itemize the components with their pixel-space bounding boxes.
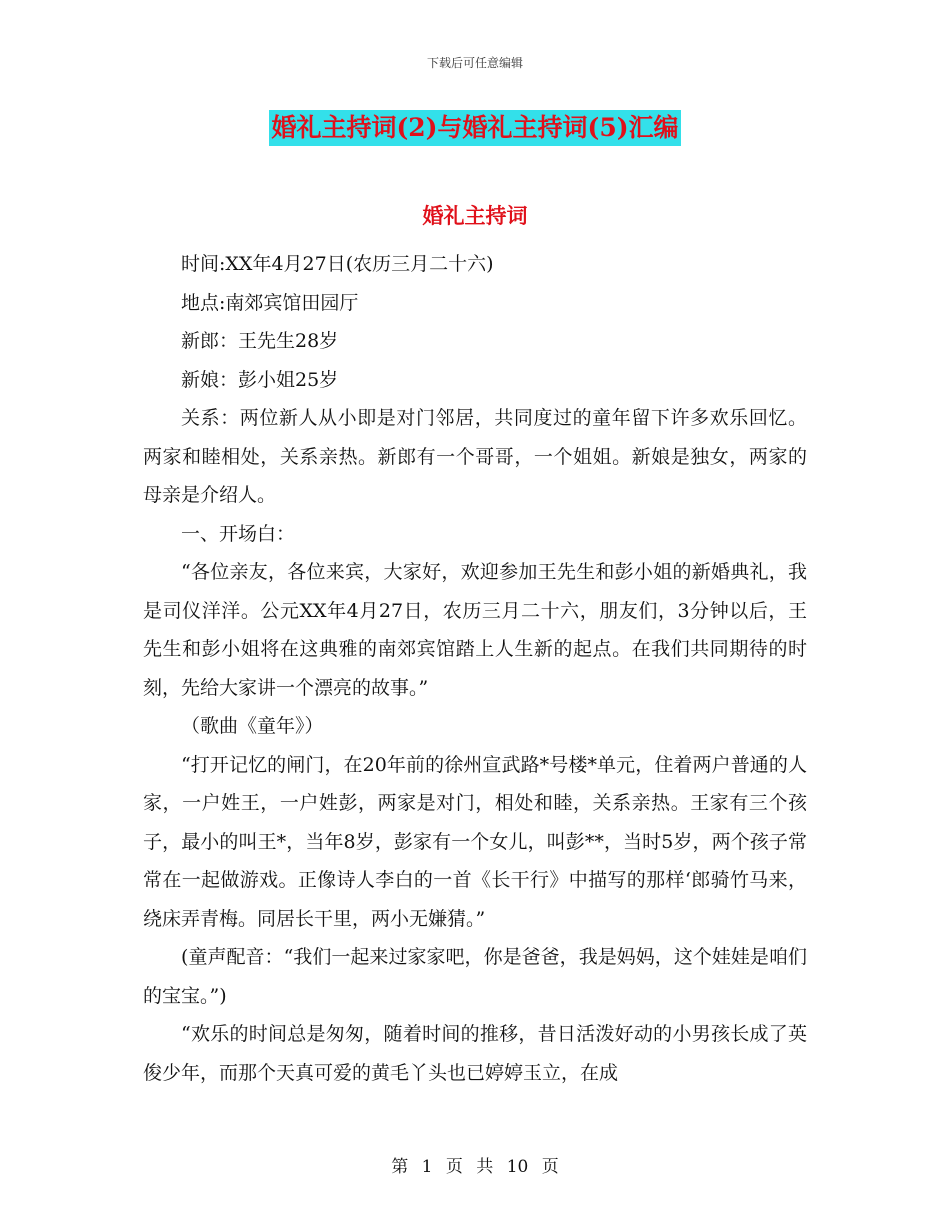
- main-title: 婚礼主持词(2)与婚礼主持词(5)汇编: [269, 110, 680, 146]
- main-title-container: [0, 110, 950, 146]
- paragraph: “欢乐的时间总是匆匆，随着时间的推移，昔日活泼好动的小男孩长成了英俊少年，而那个天真可爱的黄毛丫头也已婷婷玉立，在成: [143, 1023, 807, 1084]
- paragraph: 地点:南郊宾馆田园厅: [181, 291, 359, 314]
- paragraph: 时间:XX年4月27日(农历三月二十六): [181, 253, 494, 275]
- page-header-note: 下载后可任意编辑: [426, 56, 523, 70]
- section-title: 婚礼主持词: [422, 203, 528, 228]
- paragraph: （歌曲《童年》）: [181, 715, 324, 737]
- paragraph: 新郎：王先生28岁: [181, 330, 339, 352]
- paragraph: “各位亲友，各位来宾，大家好，欢迎参加王先生和彭小姐的新婚典礼，我是司仪洋洋。公元XX年4月27日，农历三月二十六，朋友们，3分钟以后，王先生和彭小姐将在这典雅的南郊宾馆踏上人生新的起点。在我们共同期待的时刻，先给大家讲一个漂亮的故事。”: [143, 561, 807, 699]
- paragraph: 一、开场白：: [181, 522, 296, 545]
- paragraph: 关系：两位新人从小即是对门邻居，共同度过的童年留下许多欢乐回忆。两家和睦相处，关系亲热。新郎有一个哥哥，一个姐姐。新娘是独女，两家的母亲是介绍人。: [143, 407, 807, 506]
- paragraph: “打开记忆的闸门，在20年前的徐州宣武路*号楼*单元，住着两户普通的人家，一户姓王，一户姓彭，两家是对门，相处和睦，关系亲热。王家有三个孩子，最小的叫王*，当年8岁，彭家有一个女儿，叫彭**，当时5岁，两个孩子常常在一起做游戏。正像诗人李白的一首《长干行》中描写的那样‘郎骑竹马来，绕床弄青梅。同居长干里，两小无嫌猜。”: [143, 753, 807, 930]
- document-body: [143, 245, 807, 1092]
- paragraph: 新娘：彭小姐25岁: [181, 368, 339, 391]
- paragraph: (童声配音：“我们一起来过家家吧，你是爸爸，我是妈妈，这个娃娃是咱们的宝宝。”): [143, 946, 807, 1007]
- page-number-footer: 第 1 页 共 10 页: [391, 1157, 559, 1177]
